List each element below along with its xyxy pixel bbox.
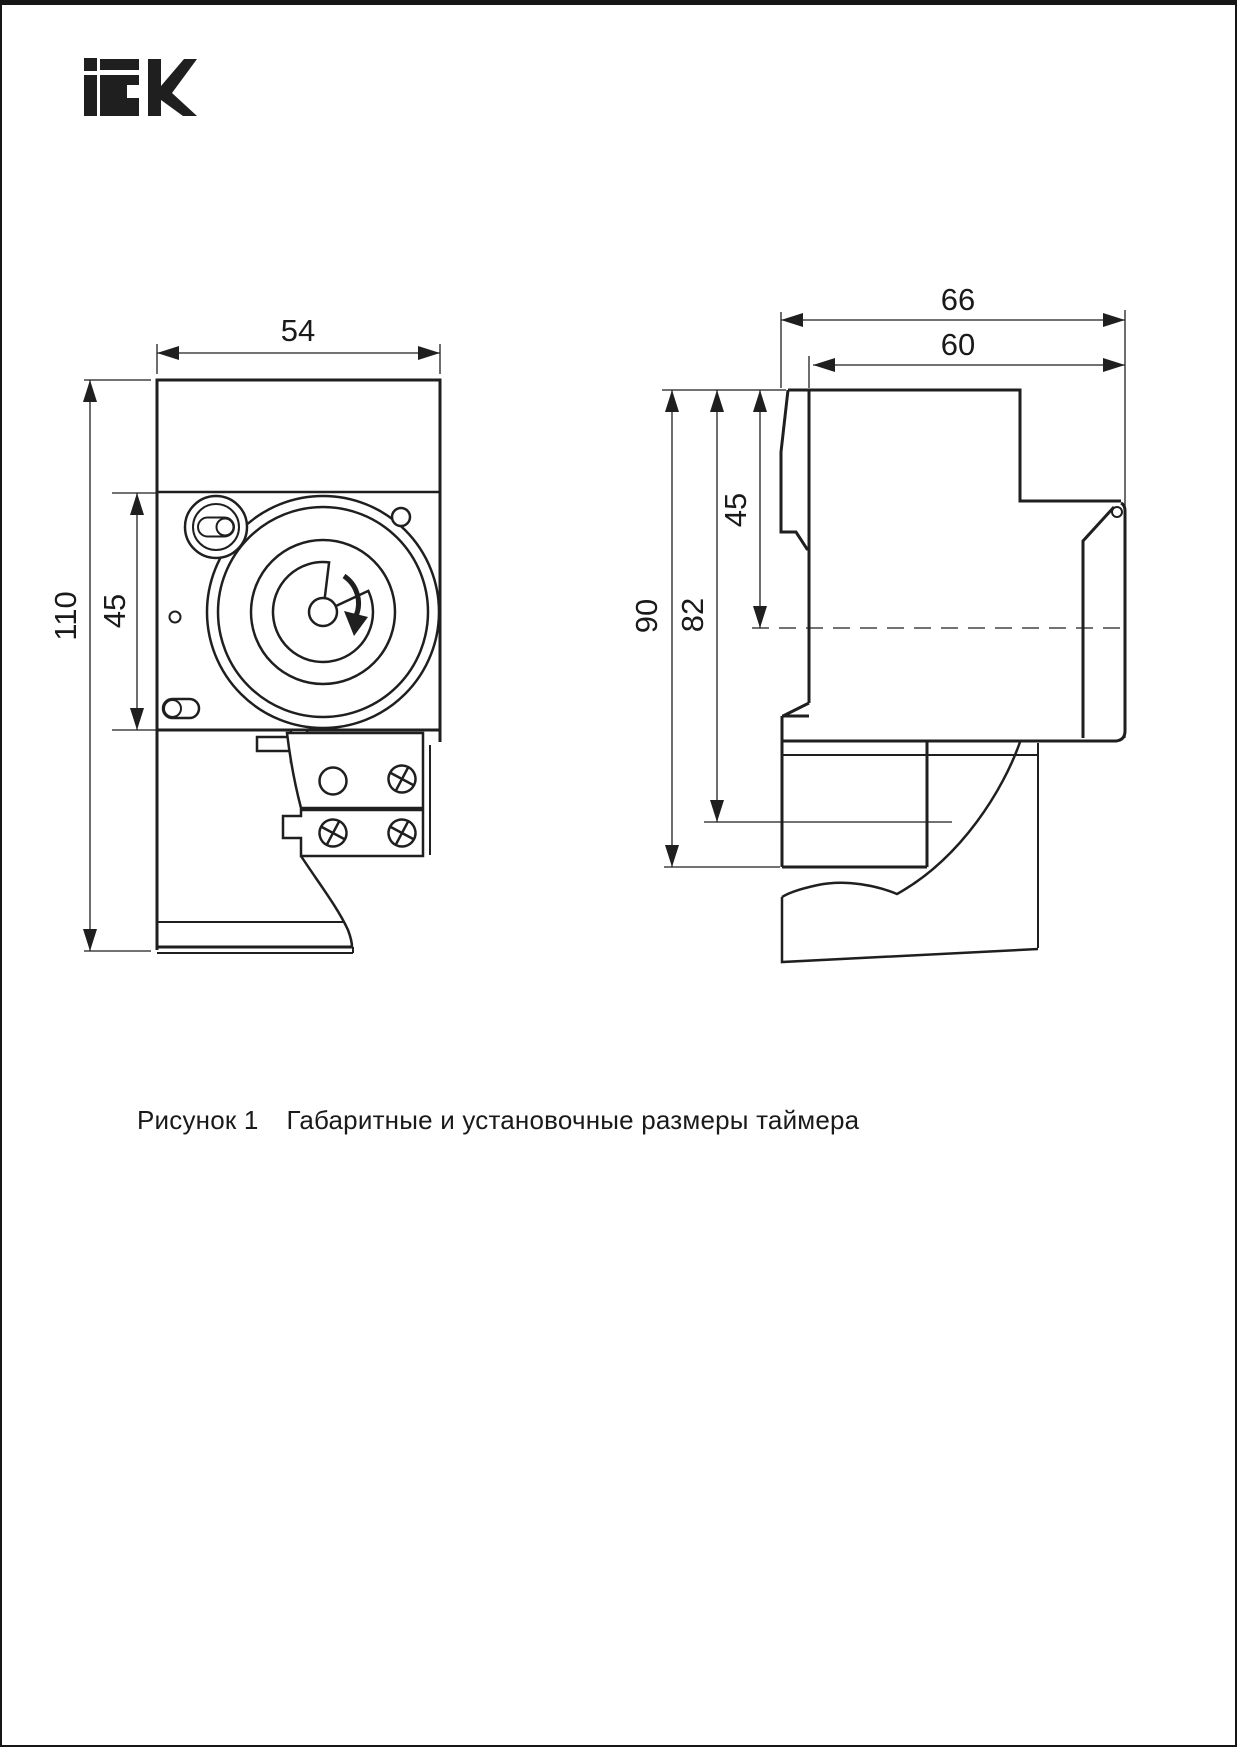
terminal-block-front [283, 733, 430, 856]
dial-center [309, 598, 337, 626]
dim-label-width: 54 [280, 313, 316, 348]
side-lower-clip-and-bottom [782, 703, 927, 867]
front-dial-height-dimension [97, 493, 157, 730]
figure-title: Габаритные и установочные размеры таймера [286, 1105, 860, 1135]
dim-label-height-total: 90 [629, 598, 664, 634]
front-cylinder-detail [163, 699, 199, 718]
dim-label-dial-height: 45 [97, 593, 132, 629]
front-hole [170, 612, 181, 623]
dial-tab [392, 508, 410, 526]
dim-label-depth-body: 60 [940, 327, 976, 362]
side-upper-clip [781, 390, 809, 549]
dim-label-height: 110 [48, 591, 83, 641]
side-height-terminals-dimension [675, 390, 952, 822]
side-top-profile [788, 390, 1121, 501]
front-view [48, 313, 440, 953]
dim-label-height-terminals: 82 [675, 597, 710, 633]
figure-number: Рисунок 1 [137, 1105, 259, 1135]
side-bezel-slant [1083, 507, 1114, 738]
side-view [629, 282, 1128, 962]
front-width-dimension [157, 313, 440, 374]
dim-label-depth-total: 66 [940, 282, 976, 317]
iek-logo [84, 58, 197, 116]
front-base-curve [301, 856, 352, 947]
side-depth-body-dimension [809, 327, 1125, 388]
dim-label-center-height: 45 [718, 492, 753, 528]
mounting-panel-tear [782, 742, 1038, 962]
mode-toggle [185, 496, 247, 558]
side-front-face [1116, 503, 1125, 741]
figure-caption [137, 1105, 859, 1136]
front-height-dimension [48, 380, 151, 951]
side-center-height-dimension [718, 390, 767, 628]
